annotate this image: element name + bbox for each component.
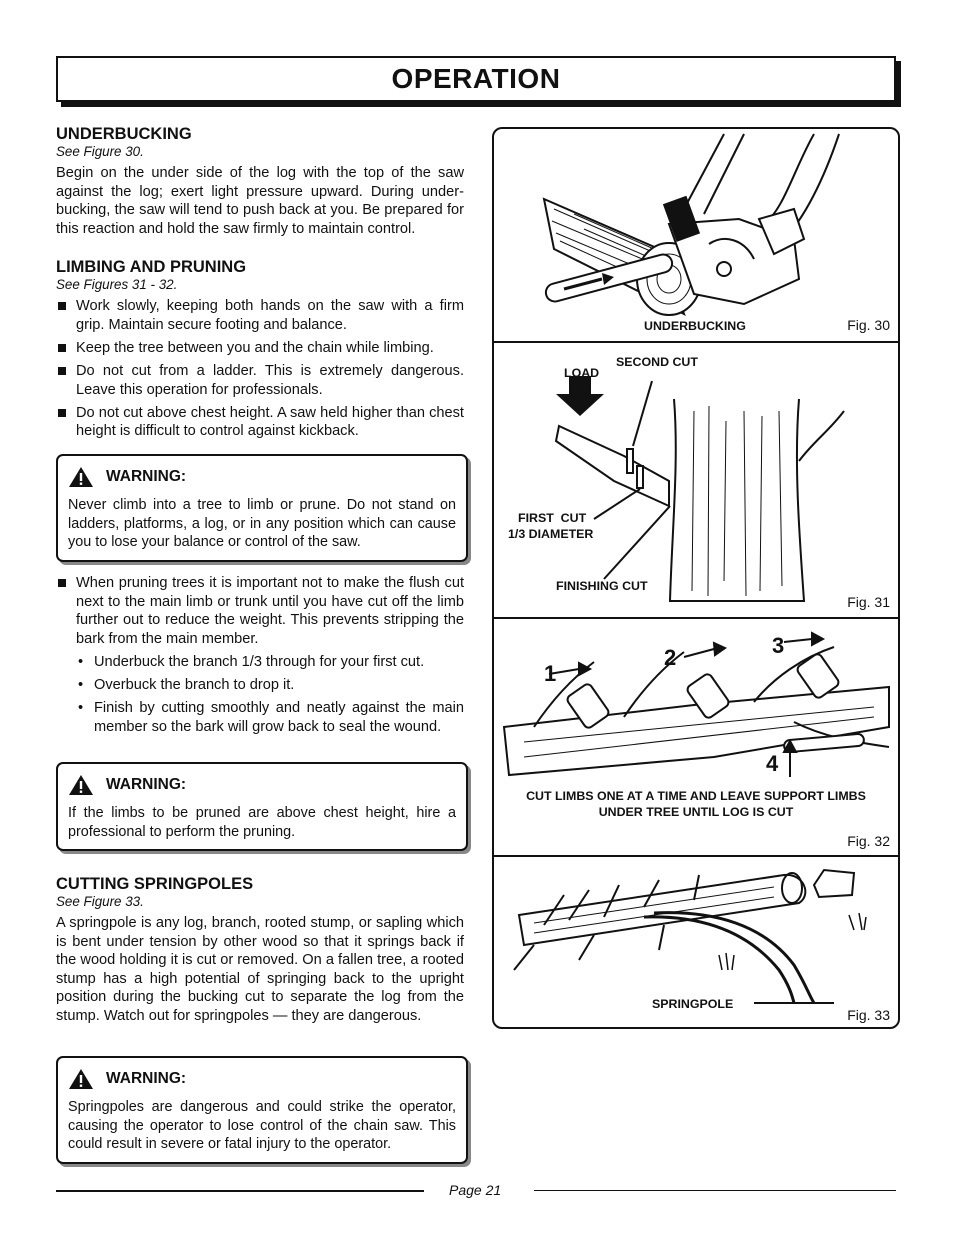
warning-text: If the limbs to be pruned are above chest height, hire a professional to perform the pruning.	[68, 805, 456, 840]
fig32-step-3: 3	[772, 633, 785, 658]
page-number: Page 21	[449, 1182, 502, 1198]
warning-header	[68, 774, 456, 796]
warning-box-2	[56, 762, 468, 851]
list-item: • Finish by cutting smoothly and neatly against the main member so the bark will grow back to seal the wound.	[56, 699, 464, 736]
fig31-first-cut-diameter: 1/3 DIAMETER	[508, 527, 594, 541]
list-item: Work slowly, keeping both hands on the saw with a firm grip. Maintain secure footing and balance.	[56, 297, 464, 334]
fig31-first-cut: FIRST CUT	[518, 511, 587, 525]
warning-triangle-icon	[68, 466, 94, 488]
page-title: OPERATION	[391, 63, 561, 94]
fig32-step-2: 2	[664, 645, 677, 670]
springpoles-see: See Figure 33.	[56, 894, 144, 909]
springpoles-body: A springpole is any log, branch, rooted stump, or sapling which is bent under tension by other wood so that it springs back if the wood holding it is cut or removed. On a fallen tree, a rooted stump has a high potential of springing back to the upright position during the bucking cut to separate the log from the stump. Watch out for springpoles — they are dangerous.	[56, 915, 464, 1024]
springpoles-section	[56, 874, 464, 1026]
page-title-box	[56, 56, 896, 102]
underbucking-illustration	[494, 129, 898, 341]
warning-text: Springpoles are dangerous and could strike the operator, causing the operator to lose control of the chain saw. This could result in severe or fatal injury to the operator.	[68, 1099, 456, 1153]
limbing-sequence-illustration	[494, 617, 898, 855]
list-item: When pruning trees it is important not to make the flush cut next to the main limb or trunk until you have cut off the limb further out to reduce the weight. This prevents stripping the bark from the main member.	[56, 574, 464, 648]
underbucking-heading: UNDERBUCKING	[56, 125, 192, 143]
fig32-label: Fig. 32	[847, 833, 890, 849]
limbing-list	[56, 297, 464, 441]
fig32-caption-line1: CUT LIMBS ONE AT A TIME AND LEAVE SUPPORT LIMBS	[526, 789, 866, 803]
figure-33	[494, 855, 898, 1027]
fig33-caption: SPRINGPOLE	[652, 997, 734, 1011]
warning-label: WARNING:	[106, 1070, 187, 1087]
figure-30	[494, 129, 898, 343]
pruning-list	[56, 574, 464, 648]
underbucking-section	[56, 124, 464, 238]
springpoles-heading: CUTTING SPRINGPOLES	[56, 875, 254, 893]
fig30-label: Fig. 30	[847, 317, 890, 333]
fig31-load: LOAD	[564, 366, 600, 380]
pruning-section	[56, 574, 464, 741]
footer-rule-right	[534, 1190, 896, 1191]
figures-panel	[492, 127, 900, 1029]
footer-rule-left	[56, 1190, 424, 1192]
warning-triangle-icon	[68, 774, 94, 796]
underbucking-see: See Figure 30.	[56, 144, 144, 159]
figure-31	[494, 341, 898, 619]
fig32-step-1: 1	[544, 661, 557, 686]
fig31-second-cut: SECOND CUT	[616, 355, 698, 369]
fig33-label: Fig. 33	[847, 1007, 890, 1023]
list-item: • Overbuck the branch to drop it.	[56, 676, 464, 695]
list-item: Do not cut above chest height. A saw held higher than chest height is difficult to control against kickback.	[56, 404, 464, 441]
underbucking-body: Begin on the under side of the log with the top of the saw against the log; exert light pressure upward. During under-bucking, the saw will tend to push back at you. Be prepared for this reaction and hold the saw firmly to maintain control.	[56, 165, 464, 237]
limb-cuts-illustration	[494, 341, 898, 617]
limbing-heading: LIMBING AND PRUNING	[56, 258, 247, 276]
warning-label: WARNING:	[106, 776, 187, 793]
pruning-sub-list	[56, 653, 464, 737]
warning-box-3	[56, 1056, 468, 1164]
limbing-section	[56, 257, 464, 446]
figure-32	[494, 617, 898, 857]
warning-triangle-icon	[68, 1068, 94, 1090]
list-item: Do not cut from a ladder. This is extremely dangerous. Leave this operation for professionals.	[56, 362, 464, 399]
list-item: Keep the tree between you and the chain while limbing.	[56, 339, 464, 358]
fig31-label: Fig. 31	[847, 594, 890, 610]
warning-header	[68, 1068, 456, 1090]
fig32-step-4: 4	[766, 751, 779, 776]
fig30-caption: UNDERBUCKING	[644, 319, 746, 333]
fig32-caption-line2: UNDER TREE UNTIL LOG IS CUT	[598, 805, 794, 819]
fig31-finishing-cut: FINISHING CUT	[556, 579, 648, 593]
warning-header	[68, 466, 456, 488]
limbing-see: See Figures 31 - 32.	[56, 277, 178, 292]
warning-label: WARNING:	[106, 468, 187, 485]
warning-box-1	[56, 454, 468, 562]
list-item: • Underbuck the branch 1/3 through for your first cut.	[56, 653, 464, 672]
warning-text: Never climb into a tree to limb or prune. Do not stand on ladders, platforms, a log, or in any position which can cause you to lose your balance or control of the saw.	[68, 497, 456, 551]
